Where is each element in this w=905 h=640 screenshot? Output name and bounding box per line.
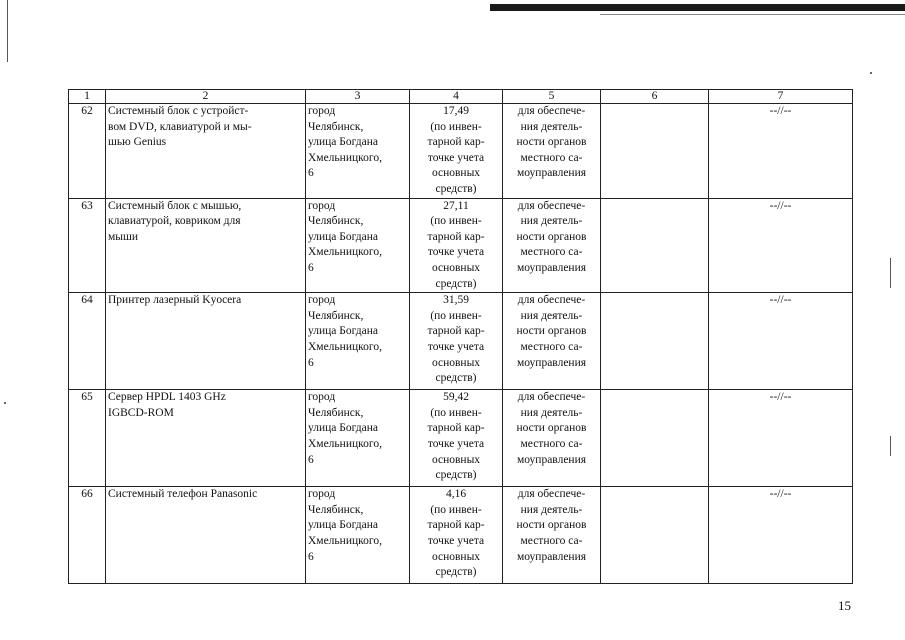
item-note: [601, 487, 709, 584]
column-number-header: 6: [601, 90, 709, 104]
item-address: город Челябинск, улица Богдана Хмельницкого, 6: [308, 199, 382, 274]
item-cost: 4,16 (по инвен- тарной кар- точке учета основных средств): [427, 488, 485, 579]
row-number: 62: [69, 104, 106, 199]
item-address: город Челябинск, улица Богдана Хмельницкого, 6: [308, 488, 382, 563]
row-number: 63: [69, 198, 106, 293]
item-purpose: для обеспече- ния деятель- ности органов местного са- моуправления: [516, 488, 587, 563]
item-address: город Челябинск, улица Богдана Хмельницкого, 6: [308, 105, 382, 180]
item-purpose: для обеспече- ния деятель- ности органов местного са- моуправления: [516, 105, 587, 180]
table-row: [69, 198, 853, 293]
column-number-header: 3: [306, 90, 410, 104]
column-number-header: 2: [106, 90, 306, 104]
column-number-header: 7: [709, 90, 853, 104]
row-number: 64: [69, 293, 106, 390]
column-number-header-row: [69, 90, 853, 104]
item-address: город Челябинск, улица Богдана Хмельницкого, 6: [308, 294, 382, 369]
item-cost: 17,49 (по инвен- тарной кар- точке учета основных средств): [427, 105, 485, 195]
column-number-header: 4: [410, 90, 503, 104]
table-row: [69, 487, 853, 584]
row-number: 66: [69, 487, 106, 584]
item-same-as-above: --//--: [709, 487, 853, 584]
item-name: Системный телефон Panasonic: [108, 488, 258, 501]
page-number: 15: [838, 598, 851, 613]
column-number-header: 1: [69, 90, 106, 104]
scan-artifact-right-mark: [890, 436, 891, 456]
property-register-table: [68, 89, 853, 584]
scan-artifact-left-line: [7, 0, 8, 62]
item-same-as-above: --//--: [709, 293, 853, 390]
scan-artifact-thin-line: [600, 14, 905, 15]
item-same-as-above: --//--: [709, 104, 853, 199]
row-number: 65: [69, 390, 106, 487]
item-address: город Челябинск, улица Богдана Хмельницкого, 6: [308, 391, 382, 466]
item-cost: 27,11 (по инвен- тарной кар- точке учета основных средств): [427, 199, 485, 290]
scan-artifact-dot: [870, 72, 872, 74]
item-purpose: для обеспече- ния деятель- ности органов местного са- моуправления: [516, 391, 587, 466]
item-name: Системный блок с устройст- вом DVD, клавиатурой и мы- шью Genius: [108, 105, 252, 149]
scan-artifact-dot: [4, 402, 6, 404]
item-purpose: для обеспече- ния деятель- ности органов местного са- моуправления: [516, 199, 587, 274]
scan-artifact-right-mark: [890, 258, 891, 288]
item-same-as-above: --//--: [709, 198, 853, 293]
table-row: [69, 293, 853, 390]
item-purpose: для обеспече- ния деятель- ности органов местного са- моуправления: [516, 294, 587, 369]
item-name: Сервер HPDL 1403 GHz IGBCD-ROM: [108, 391, 226, 419]
item-note: [601, 293, 709, 390]
item-name: Принтер лазерный Kyocera: [108, 294, 242, 307]
column-number-header: 5: [503, 90, 601, 104]
item-same-as-above: --//--: [709, 390, 853, 487]
item-name: Системный блок с мышью, клавиатурой, ковриком для мыши: [108, 199, 242, 243]
table-row: [69, 104, 853, 199]
item-note: [601, 390, 709, 487]
item-note: [601, 198, 709, 293]
item-cost: 31,59 (по инвен- тарной кар- точке учета основных средств): [427, 294, 485, 385]
item-note: [601, 104, 709, 199]
table-row: [69, 390, 853, 487]
item-cost: 59,42 (по инвен- тарной кар- точке учета основных средств): [427, 391, 485, 482]
scan-artifact-top-line: [490, 4, 905, 11]
